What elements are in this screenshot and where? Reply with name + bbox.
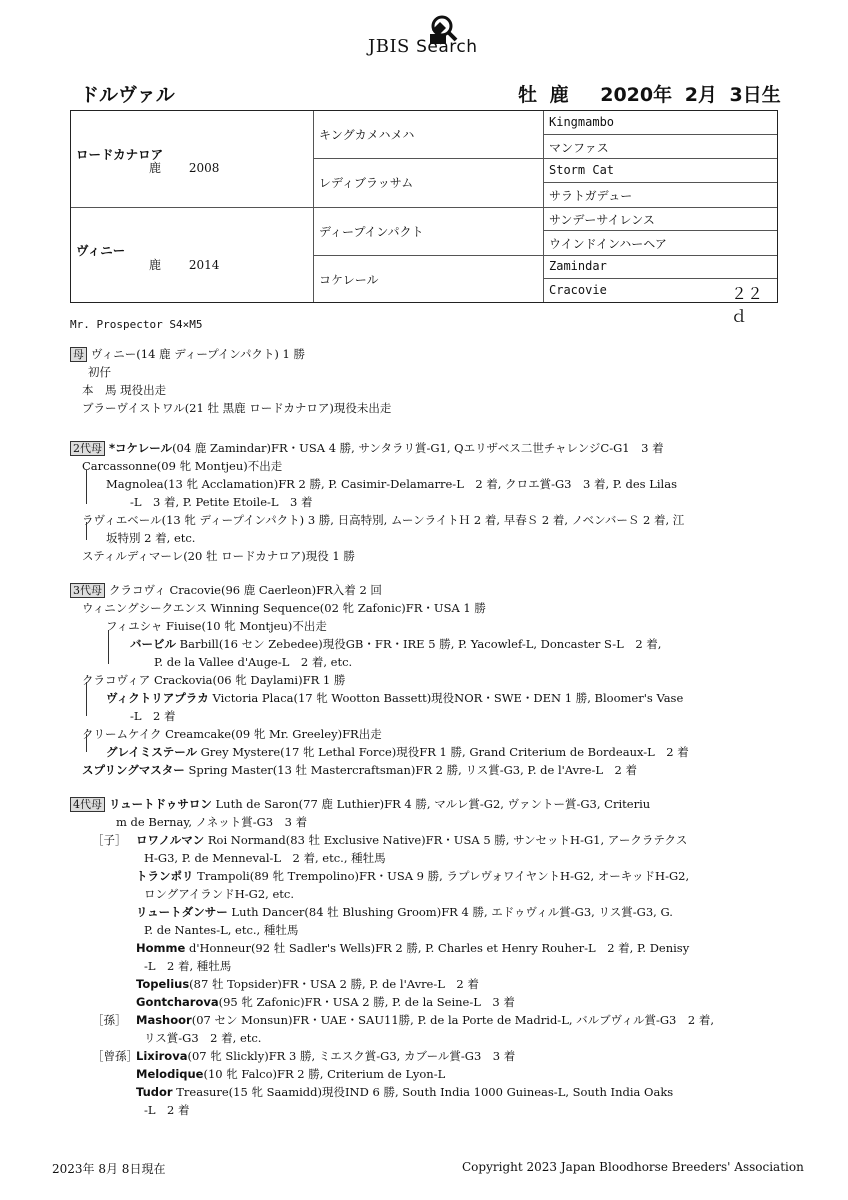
family-line <box>82 400 391 416</box>
line-text: m de Bernay, ノネット賞-G3 3 着 <box>116 815 308 829</box>
dam-name: ヴィニー <box>76 243 126 258</box>
line-text: リス賞-G3 2 着, etc. <box>144 1031 262 1045</box>
family-line <box>144 1102 190 1118</box>
line-text: Melodique(10 牝 Falco)FR 2 勝, Criterium de Lyon-L <box>136 1067 446 1081</box>
pedigree-code: ２２ｄ <box>731 284 764 326</box>
sire-name: ロードカナロア <box>76 147 164 162</box>
jbis-logo <box>366 12 496 58</box>
g2-sire-sire: キングカメハメハ <box>319 128 415 142</box>
family-line <box>144 958 231 974</box>
dam-info: 鹿 2014 <box>149 258 220 272</box>
line-text: Topelius(87 牡 Topsider)FR・USA 2 勝, P. de l'Avre-L 2 着 <box>136 977 479 991</box>
line-text: フィユシャ Fiuise(10 牝 Montjeu)不出走 <box>106 619 327 633</box>
line-text: トランポリ Trampoli(89 牝 Trempolino)FR・USA 9 勝, ラプレヴォワイヤントH-G2, オーキッドH-G2, <box>136 869 690 883</box>
family-line <box>92 832 687 848</box>
g3-5: サンデーサイレンス <box>549 213 655 227</box>
line-text: ウィニングシークエンス Winning Sequence(02 牝 Zafonic)FR・USA 1 勝 <box>82 601 486 615</box>
family-line <box>106 690 683 706</box>
family-line <box>116 814 307 830</box>
family-line <box>106 744 689 760</box>
family-line <box>106 618 327 634</box>
g2-sire-dam: レディブラッサム <box>319 176 414 190</box>
family-line <box>82 762 637 778</box>
family-line <box>92 1048 515 1064</box>
family-line <box>130 708 176 724</box>
line-text: *コケレール(04 鹿 Zamindar)FR・USA 4 勝, サンタラリ賞-G1, Qエリザベス二世チャレンジC-G1 3 着 <box>109 441 664 455</box>
family-line <box>82 382 166 398</box>
line-text: ロングアイランドH-G2, etc. <box>144 887 294 901</box>
g2-dam-dam: コケレール <box>319 273 379 287</box>
family-line <box>154 654 352 670</box>
g2-dam-sire: ディープインパクト <box>319 225 424 239</box>
line-text: クリームケイク Creamcake(09 牝 Mr. Greeley)FR出走 <box>82 727 382 741</box>
logo-text-jbis: JBIS <box>368 36 410 57</box>
line-text: リュートドゥサロン Luth de Saron(77 鹿 Luthier)FR 4 勝, マルレ賞-G2, ヴァントー賞-G3, Criteriu <box>109 797 651 811</box>
line-text: クラコヴィア Crackovia(06 牝 Daylami)FR 1 勝 <box>82 673 346 687</box>
generation-label: ［子］ <box>92 833 127 847</box>
line-text: Mashoor(07 セン Monsun)FR・UAE・SAU11勝, P. de la Porte de Madrid-L, バルブヴィル賞-G3 2 着, <box>136 1013 714 1027</box>
family-line <box>136 976 479 992</box>
inbreeding-note: Mr. Prospector S4×M5 <box>70 318 203 331</box>
generation-tag: 3代母 <box>70 583 105 598</box>
line-text: ラヴィエベール(13 牝 ディープインパクト) 3 勝, 日高特別, ムーンライトＨ 2 着, 早春Ｓ 2 着, ノベンバーＳ 2 着, 江 <box>82 513 685 527</box>
family-line <box>136 994 515 1010</box>
family-line <box>136 940 689 956</box>
generation-tag: 4代母 <box>70 797 105 812</box>
horse-info: 牡 鹿 2020年 2月 3日生 <box>518 84 781 106</box>
section-header-line <box>70 582 382 598</box>
sire-info: 鹿 2008 <box>149 161 220 175</box>
horse-name: ドルヴァル <box>80 84 175 106</box>
family-line <box>82 600 486 616</box>
line-text: ヴィニー(14 鹿 ディープインパクト) 1 勝 <box>91 347 306 361</box>
generation-label: ［孫］ <box>92 1013 127 1027</box>
line-text: -L 2 着 <box>130 709 176 723</box>
family-line <box>82 548 355 564</box>
line-text: H-G3, P. de Menneval-L 2 着, etc., 種牡馬 <box>144 851 386 865</box>
g3-8: Cracovie <box>549 283 607 297</box>
family-line <box>82 672 345 688</box>
line-text: グレイミステール Grey Mystere(17 牝 Lethal Force)現役FR 1 勝, Grand Criterium de Bordeaux-L 2 着 <box>106 745 689 759</box>
section-header-line <box>70 346 305 362</box>
footer-date: 2023年 8月 8日現在 <box>52 1162 166 1176</box>
line-text: ヴィクトリアプラカ Victoria Placa(17 牝 Wootton Bassett)現役NOR・SWE・DEN 1 勝, Bloomer's Vase <box>106 691 684 705</box>
line-text: 坂特別 2 着, etc. <box>106 531 196 545</box>
line-text: 初仔 <box>88 365 111 379</box>
line-text: P. de Nantes-L, etc., 種牡馬 <box>144 923 299 937</box>
line-text: ロワノルマン Roi Normand(83 牡 Exclusive Native)FR・USA 5 勝, サンセットH-G1, アークラテクス <box>136 833 688 847</box>
line-text: バービル Barbill(16 セン Zebedee)現役GB・FR・IRE 5 勝, P. Yacowlef-L, Doncaster S-L 2 着, <box>130 637 662 651</box>
line-text: -L 2 着, 種牡馬 <box>144 959 232 973</box>
family-line <box>144 886 294 902</box>
g3-1: Kingmambo <box>549 115 615 129</box>
generation-tag: 母 <box>70 347 87 362</box>
g3-7: Zamindar <box>549 259 607 273</box>
family-line <box>130 636 661 652</box>
logo-text-search: Search <box>416 37 478 57</box>
footer-copyright: Copyright 2023 Japan Bloodhorse Breeders' Association <box>462 1160 804 1174</box>
family-line <box>88 364 111 380</box>
line-text: P. de la Vallee d'Auge-L 2 着, etc. <box>154 655 353 669</box>
line-text: スティルディマーレ(20 牡 ロードカナロア)現役 1 勝 <box>82 549 355 563</box>
g3-3: Storm Cat <box>549 163 615 177</box>
family-line <box>136 868 689 884</box>
line-text: -L 3 着, P. Petite Etoile-L 3 着 <box>130 495 313 509</box>
line-text: Homme d'Honneur(92 牡 Sadler's Wells)FR 2 勝, P. Charles et Henry Rouher-L 2 着, P. Denisy <box>136 941 690 955</box>
family-line <box>82 512 684 528</box>
family-line <box>144 850 386 866</box>
line-text: クラコヴィ Cracovie(96 鹿 Caerleon)FR入着 2 回 <box>109 583 382 597</box>
family-line <box>92 1012 714 1028</box>
line-text: Magnolea(13 牝 Acclamation)FR 2 勝, P. Casimir-Delamarre-L 2 着, クロエ賞-G3 3 着, P. des Lilas <box>106 477 677 491</box>
generation-tag: 2代母 <box>70 441 105 456</box>
family-line <box>136 1066 445 1082</box>
family-line <box>130 494 313 510</box>
line-text: Tudor Treasure(15 牝 Saamidd)現役IND 6 勝, South India 1000 Guineas-L, South India Oaks <box>136 1085 674 1099</box>
line-text: Carcassonne(09 牝 Montjeu)不出走 <box>82 459 283 473</box>
line-text: スプリングマスター Spring Master(13 牡 Mastercraftsman)FR 2 勝, リス賞-G3, P. de l'Avre-L 2 着 <box>82 763 637 777</box>
section-header-line <box>70 796 650 812</box>
line-text: ブラーヴイストワル(21 牡 黒鹿 ロードカナロア)現役未出走 <box>82 401 392 415</box>
line-text: -L 2 着 <box>144 1103 190 1117</box>
family-line <box>106 476 677 492</box>
section-header-line <box>70 440 664 456</box>
g3-4: サラトガデュー <box>549 189 633 203</box>
family-line <box>82 726 382 742</box>
family-line <box>144 922 298 938</box>
g3-2: マンファス <box>549 141 609 155</box>
family-line <box>82 458 282 474</box>
line-text: リュートダンサー Luth Dancer(84 牡 Blushing Groom)FR 4 勝, エドゥヴィル賞-G3, リス賞-G3, G. <box>136 905 673 919</box>
line-text: Lixirova(07 牝 Slickly)FR 3 勝, ミエスク賞-G3, カブール賞-G3 3 着 <box>136 1049 516 1063</box>
family-line <box>144 1030 261 1046</box>
generation-label: ［曾孫］ <box>92 1049 138 1063</box>
family-line <box>106 530 195 546</box>
line-text: Gontcharova(95 牝 Zafonic)FR・USA 2 勝, P. de la Seine-L 3 着 <box>136 995 515 1009</box>
line-text: 本 馬 現役出走 <box>82 383 167 397</box>
family-line <box>136 1084 673 1100</box>
family-line <box>136 904 673 920</box>
g3-6: ウインドインハーヘア <box>549 237 667 251</box>
